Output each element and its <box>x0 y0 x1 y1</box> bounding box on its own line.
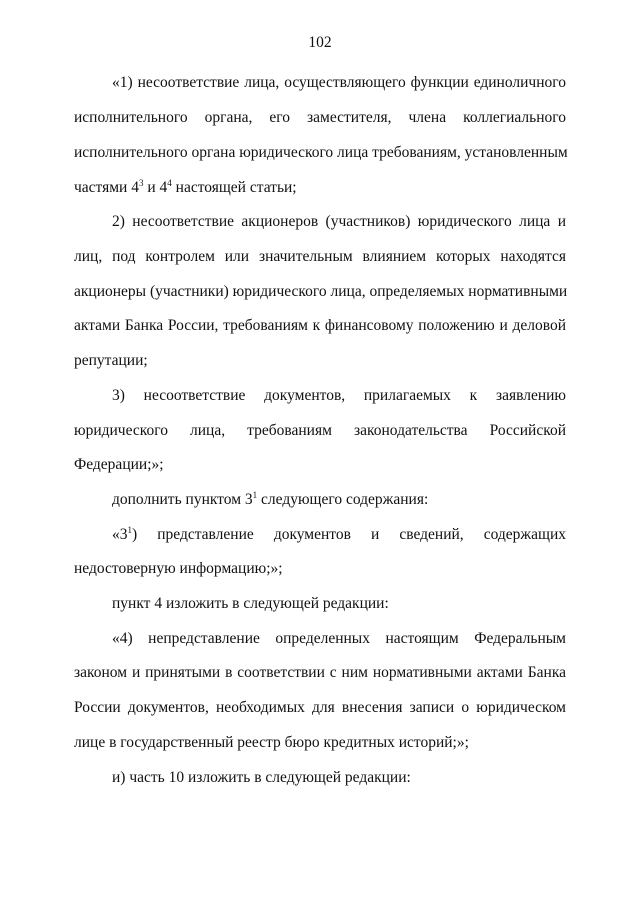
superscript: 4 <box>167 178 172 188</box>
superscript: 1 <box>252 490 258 500</box>
text-line: юридического лица, требованиям законодательства Российской <box>74 422 566 439</box>
text-line: «4) непредставление определенных настоящим Федеральным <box>112 630 566 647</box>
text-line: репутации; <box>74 352 148 369</box>
text-line: лице в государственный реестр бюро кредитных историй;»; <box>74 734 469 751</box>
text-line: актами Банка России, требованиям к финансовому положению и деловой <box>74 317 566 334</box>
text-line: «$3^1$) представление документов и сведений, содержащих <box>112 525 566 543</box>
text-line: частями $4^3$ и $4^4$ настоящей статьи; <box>74 178 297 196</box>
text-line: 2) несоответствие акционеров (участников) юридического лица и <box>112 213 566 230</box>
text-line: России документов, необходимых для внесения записи о юридическом <box>74 699 566 716</box>
superscript: 1 <box>127 525 132 535</box>
text-line: лиц, под контролем или значительным влиянием которых находятся <box>74 248 566 265</box>
text-line: акционеры (участники) юридического лица, определяемых нормативными <box>74 283 568 300</box>
text-line: исполнительного органа, его заместителя, члена коллегиального <box>74 109 566 126</box>
text-line: и) часть 10 изложить в следующей редакции: <box>112 769 411 786</box>
superscript: 3 <box>138 178 144 188</box>
text-line: исполнительного органа юридического лица требованиям, установленным <box>74 144 568 161</box>
text-line: законом и принятыми в соответствии с ним нормативными актами Банка <box>74 664 566 681</box>
text-line: пункт 4 изложить в следующей редакции: <box>112 595 389 612</box>
text-line: недостоверную информацию;»; <box>74 560 283 577</box>
text-line: «1) несоответствие лица, осуществляющего функции единоличного <box>112 74 566 91</box>
text-line: 3) несоответствие документов, прилагаемых к заявлению <box>112 387 566 404</box>
page-number: 102 <box>308 34 332 51</box>
text-line: Федерации;»; <box>74 456 164 473</box>
text-line: дополнить пунктом $3^1$ следующего содержания: <box>112 490 429 508</box>
